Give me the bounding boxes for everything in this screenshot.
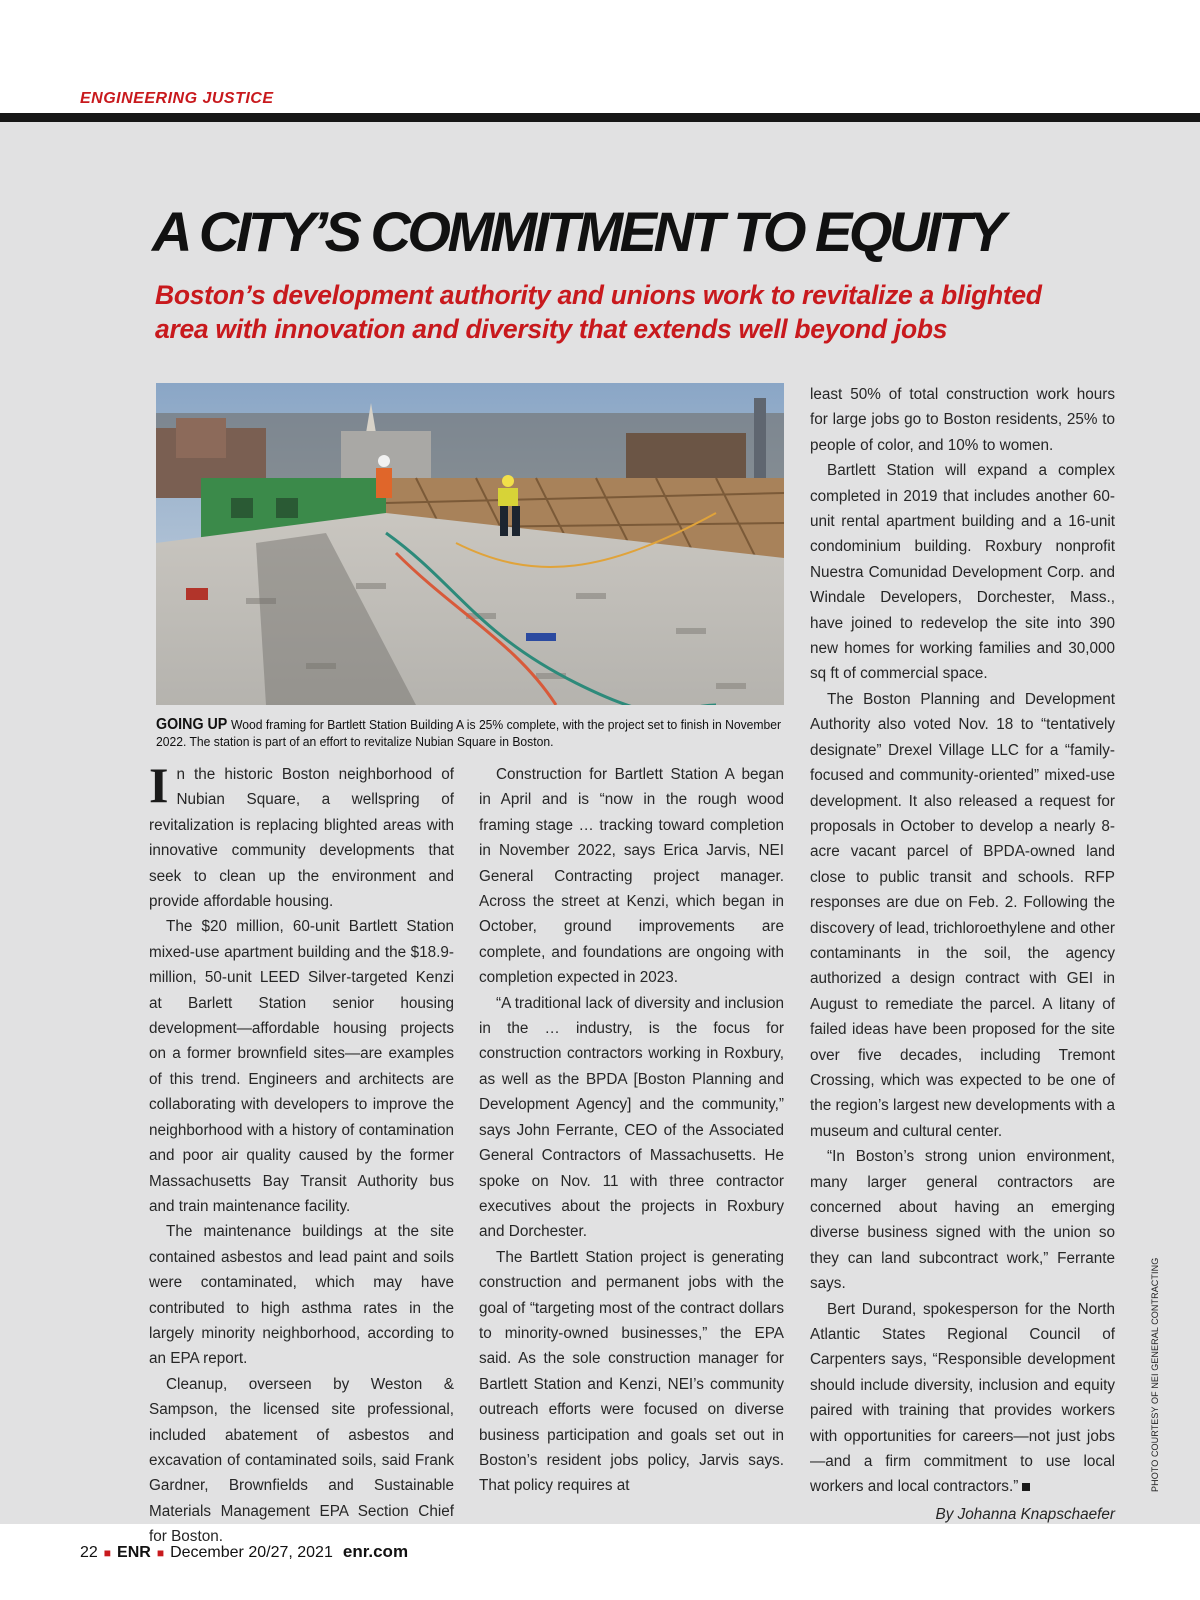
- header-rule: [0, 113, 1200, 122]
- paragraph: Cleanup, overseen by Weston & Sampson, the licensed site professional, included abatement of asbestos and excavation of contaminated soils, said Frank Gardner, Brownfields and Sustainable Materials Management EPA Section Chief for Boston.: [149, 1375, 454, 1546]
- paragraph: [810, 1297, 1115, 1500]
- deck: [155, 278, 1115, 346]
- section-label: ENGINEERING JUSTICE: [80, 90, 274, 107]
- page-number: 22: [80, 1544, 98, 1561]
- byline: By Johanna Knapschaefer: [935, 1505, 1115, 1523]
- deck-line: Boston’s development authority and unions work to revitalize a blighted: [155, 280, 1042, 310]
- paragraph: “A traditional lack of diversity and inclusion in the … industry, is the focus for construction contractors working in Roxbury, as well as the BPDA [Boston Planning and Development Agency] and the community,” says John Ferrante, CEO of the Associated General Contractors of Massachusetts. He spoke on Nov. 11 with three contractor executives about the projects in Roxbury and Dorchester.: [479, 994, 784, 1241]
- paragraph-text: Bert Durand, spokesperson for the North Atlantic States Regional Council of Carpenters says, “Responsible development should include diversity, inclusion and equity paired with training that provides workers with opportunities for careers—not just jobs—and a firm commitment to use local workers and local contractors.”: [810, 1300, 1115, 1496]
- deck-line: area with innovation and diversity that extends well beyond jobs: [155, 314, 948, 344]
- paragraph: “In Boston’s strong union environment, many larger general contractors are concerned about having an emerging diverse business signed with the union so they can land subcontract work,” Ferrante says.: [810, 1148, 1115, 1293]
- issue-date: December 20/27, 2021: [170, 1544, 333, 1561]
- paragraph-text: n the historic Boston neighborhood of Nubian Square, a wellspring of revitalization is replacing blighted areas with innovative community developments that seek to clean up the environment and provide affordable housing.: [149, 766, 454, 911]
- paragraph: least 50% of total construction work hours for large jobs go to Boston residents, 25% to people of color, and 10% to women.: [810, 386, 1115, 454]
- photo-credit: PHOTO COURTESY OF NEI GENERAL CONTRACTING: [1150, 1257, 1160, 1492]
- photo-caption: [156, 716, 786, 750]
- website-link[interactable]: enr.com: [342, 1542, 409, 1561]
- separator-icon: ■: [156, 1546, 165, 1560]
- separator-icon: ■: [103, 1546, 112, 1560]
- paragraph: The Boston Planning and Development Authority also voted Nov. 18 to “tentatively designate” Drexel Village LLC for a “family-focused and community-oriented” mixed-use development. It also released a request for proposals in October to develop a nearly 8-acre vacant parcel of BPDA-owned land close to public transit and schools. RFP responses are due on Feb. 2. Following the discovery of lead, trichloroethylene and other contaminants in the soil, the agency authorized a design contract with GEI in August to remediate the parcel. A litany of failed ideas have been proposed for the site over five decades, including Tremont Crossing, which was expected to be one of the region’s largest new developments with a museum and cultural center.: [810, 690, 1115, 1140]
- drop-cap: I: [149, 757, 169, 813]
- paragraph: Construction for Bartlett Station A began in April and is “now in the rough wood framing stage … tracking toward completion in November 2022, says Erica Jarvis, NEI General Contracting project manager. Across the street at Kenzi, which began in October, ground improvements are complete, and foundations are ongoing with completion expected in 2023.: [479, 766, 784, 987]
- article-column-3: [810, 382, 1115, 1527]
- paragraph: Bartlett Station will expand a complex completed in 2019 that includes another 60-unit rental apartment building and a 16-unit condominium building. Roxbury nonprofit Nuestra Comunidad Development Corp. and Windale Developers, Dorchester, Mass., have joined to redevelop the site into 390 new homes for working families and 30,000 sq ft of commercial space.: [810, 462, 1115, 683]
- page-footer: [80, 1542, 408, 1562]
- paragraph: The Bartlett Station project is generating construction and permanent jobs with the goal of “targeting most of the contract dollars to minority-owned businesses,” the EPA said. As the sole construction manager for Bartlett Station and Kenzi, NEI’s community outreach efforts were focused on diverse business participation and goals set out in Boston’s resident jobs policy, Jarvis says. That policy requires at: [479, 1248, 784, 1495]
- article-column-1: [149, 757, 454, 1550]
- magazine-name: ENR: [117, 1544, 151, 1561]
- article-photo: [156, 383, 784, 705]
- paragraph: The maintenance buildings at the site contained asbestos and lead paint and soils were contaminated, which may have contributed to high asthma rates in the largely minority neighborhood, according to an EPA report.: [149, 1223, 454, 1368]
- article-column-2: [479, 762, 784, 1499]
- caption-head: GOING UP: [156, 716, 228, 733]
- headline: A CITY’S COMMITMENT TO EQUITY: [152, 200, 1003, 263]
- paragraph: The $20 million, 60-unit Bartlett Station mixed-use apartment building and the $18.9-million, 50-unit LEED Silver-targeted Kenzi at Barlett Station senior housing development—affordable housing projects on a former brownfield sites—are examples of this trend. Engineers and architects are collaborating with developers to improve the neighborhood with a history of contamination and poor air quality caused by the former Massachusetts Bay Transit Authority bus and train maintenance facility.: [149, 918, 454, 1215]
- caption-text: Wood framing for Bartlett Station Building A is 25% complete, with the project set to finish in November 2022. The station is part of an effort to revitalize Nubian Square in Boston.: [156, 717, 782, 749]
- end-mark-icon: [1022, 1483, 1030, 1491]
- paragraph: [149, 757, 454, 914]
- construction-photo-image: [156, 383, 784, 705]
